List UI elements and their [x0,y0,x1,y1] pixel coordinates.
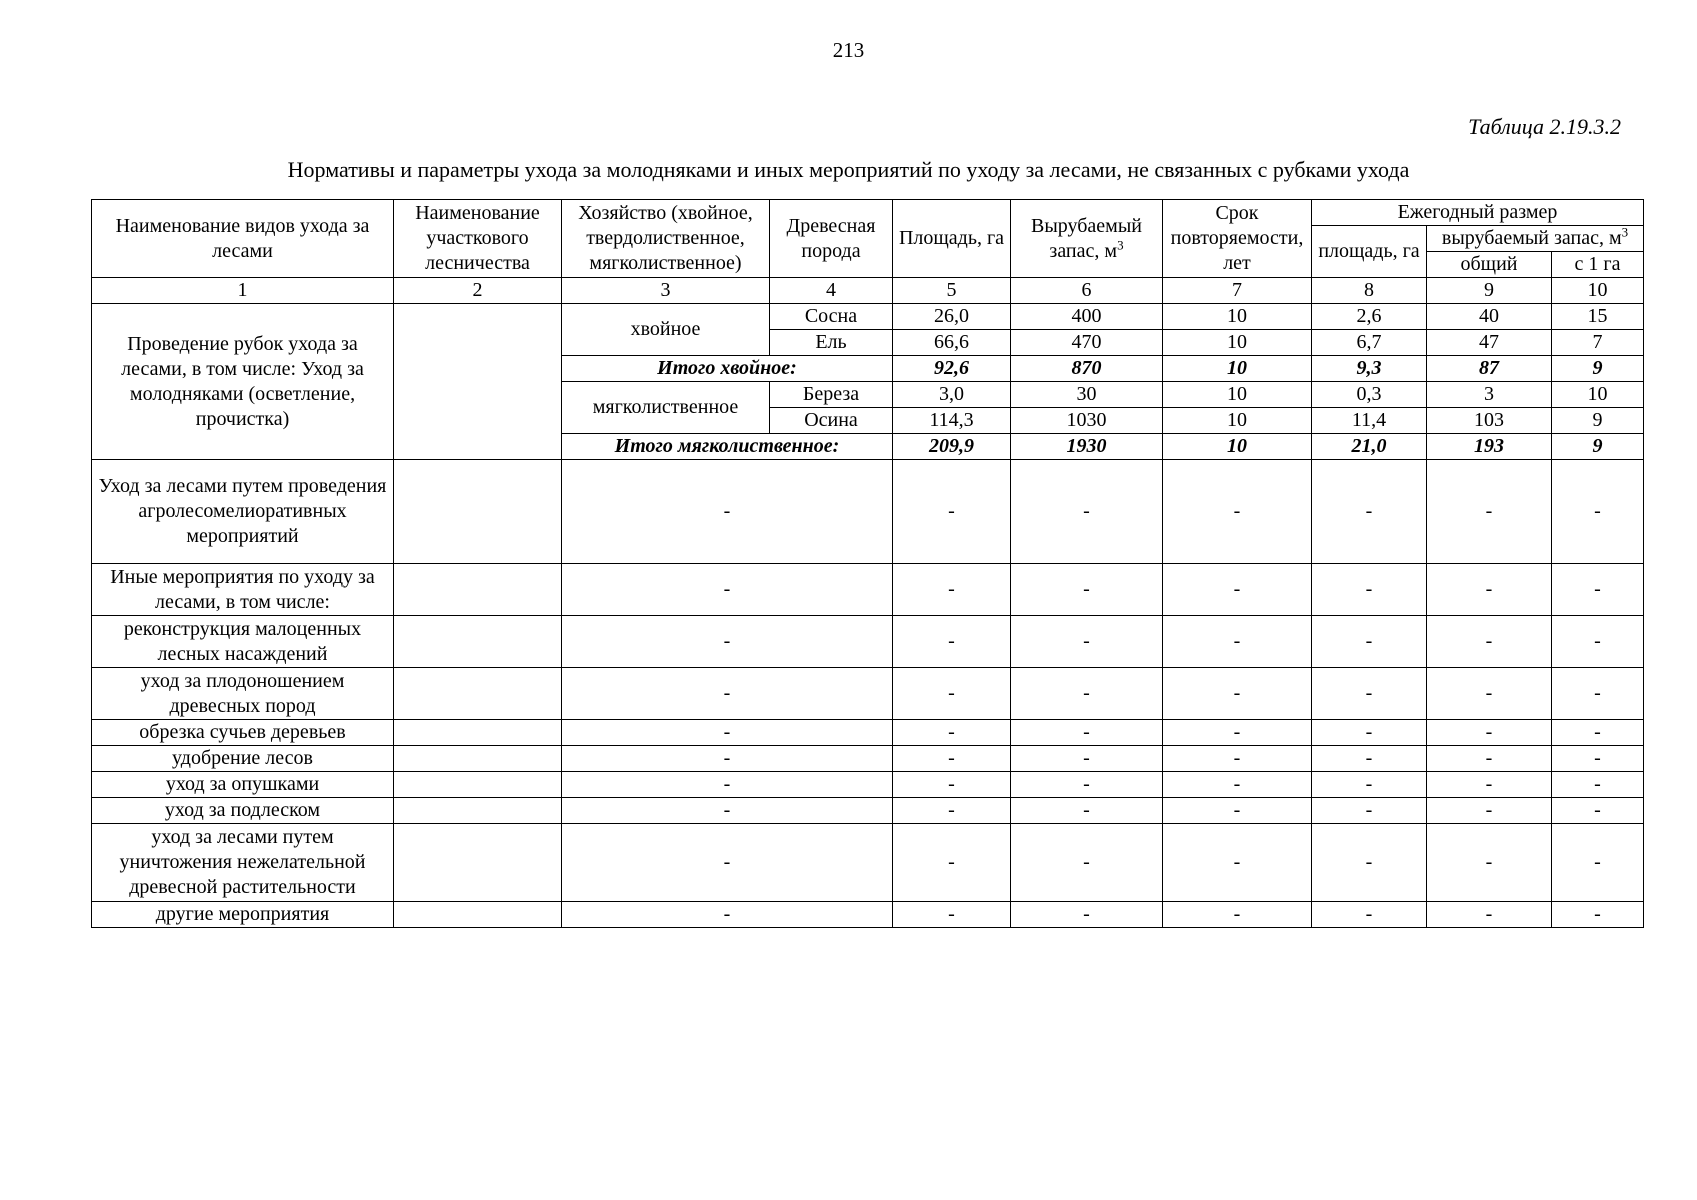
table-cell: 30 [1011,382,1163,408]
dash-cell: - [1552,460,1644,564]
dash-cell: - [1011,564,1163,616]
dash-cell: - [1163,772,1312,798]
table-cell: 209,9 [893,434,1011,460]
dash-cell: - [1427,668,1552,720]
forestry-cell [394,460,562,564]
dash-cell: - [1312,564,1427,616]
dash-cell: - [1163,824,1312,902]
table-cell: 10 [1163,330,1312,356]
forestry-cell [394,668,562,720]
forestry-cell [394,564,562,616]
dash-cell: - [562,720,893,746]
table-cell: 7 [1552,330,1644,356]
table-cell: 66,6 [893,330,1011,356]
dash-cell: - [893,902,1011,928]
table-cell: 1030 [1011,408,1163,434]
activity-name: реконструкция малоценных лесных насаждений [92,616,394,668]
table-row [92,668,1644,720]
header-forestry: Наименование участкового лесничества [394,200,562,278]
dash-cell: - [893,772,1011,798]
table-cell: 103 [1427,408,1552,434]
dash-cell: - [893,824,1011,902]
table-cell: 193 [1427,434,1552,460]
dash-cell: - [893,616,1011,668]
table-cell: 10 [1163,408,1312,434]
total-softwood-label: Итого мягколиственное: [562,434,893,460]
dash-cell: - [1163,668,1312,720]
table-cell: 21,0 [1312,434,1427,460]
table-cell: 2,6 [1312,304,1427,330]
table-cell: 87 [1427,356,1552,382]
dash-cell: - [1011,824,1163,902]
header-area: Площадь, га [893,200,1011,278]
total-conifer-label: Итого хвойное: [562,356,893,382]
table-cell: 15 [1552,304,1644,330]
column-number: 5 [893,278,1011,304]
activity-name: удобрение лесов [92,746,394,772]
dash-cell: - [1427,720,1552,746]
dash-cell: - [1312,798,1427,824]
dash-cell: - [1552,824,1644,902]
dash-cell: - [1312,772,1427,798]
header-annual-area: площадь, га [1312,226,1427,278]
thinning-activity-name: Проведение рубок ухода за лесами, в том числе: Уход за молодняками (осветление, прочистка) [92,304,394,460]
dash-cell: - [1552,564,1644,616]
dash-cell: - [1312,746,1427,772]
economy-softwood: мягколиственное [562,382,770,434]
table-cell: 9 [1552,408,1644,434]
species-cell: Осина [770,408,893,434]
forestry-cell [394,902,562,928]
header-species: Древесная порода [770,200,893,278]
dash-cell: - [1011,746,1163,772]
activity-name: уход за опушками [92,772,394,798]
column-number: 6 [1011,278,1163,304]
table-cell: 10 [1163,434,1312,460]
dash-cell: - [1427,746,1552,772]
table-row [92,798,1644,824]
header-felled-stock: Вырубаемый запас, $м^3$ [1011,200,1163,278]
dash-cell: - [1163,720,1312,746]
dash-cell: - [562,902,893,928]
table-cell: 114,3 [893,408,1011,434]
dash-cell: - [562,824,893,902]
dash-cell: - [1312,668,1427,720]
table-cell: 9,3 [1312,356,1427,382]
page-number: 213 [832,38,865,62]
header-annual-stock-total: общий [1427,252,1552,278]
column-number: 10 [1552,278,1644,304]
table-row [92,824,1644,902]
dash-cell: - [1552,798,1644,824]
dash-cell: - [1011,798,1163,824]
table-cell: 11,4 [1312,408,1427,434]
header-activity-type: Наименование видов ухода за лесами [92,200,394,278]
table-row [92,720,1644,746]
column-number: 4 [770,278,893,304]
header-economy: Хозяйство (хвойное, твердолиственное, мягколиственное) [562,200,770,278]
header-annual-stock-per-ha: с 1 га [1552,252,1644,278]
forestry-cell [394,304,562,460]
dash-cell: - [1011,720,1163,746]
activity-name: уход за плодоношением древесных пород [92,668,394,720]
dash-cell: - [1552,902,1644,928]
forestry-cell [394,824,562,902]
dash-cell: - [1163,460,1312,564]
table-row [92,304,1644,330]
forestry-cell [394,798,562,824]
table-row [92,616,1644,668]
dash-cell: - [562,616,893,668]
dash-cell: - [893,564,1011,616]
dash-cell: - [1011,668,1163,720]
table-cell: 3 [1427,382,1552,408]
header-annual-size: Ежегодный размер [1312,200,1644,226]
dash-cell: - [1163,564,1312,616]
activity-name: уход за подлеском [92,798,394,824]
table-row [92,564,1644,616]
forestry-cell [394,616,562,668]
table-cell: 40 [1427,304,1552,330]
table-cell: 0,3 [1312,382,1427,408]
dash-cell: - [1163,902,1312,928]
dash-cell: - [1427,564,1552,616]
dash-cell: - [1011,902,1163,928]
table-cell: 9 [1552,434,1644,460]
dash-cell: - [1163,616,1312,668]
activity-name: другие мероприятия [92,902,394,928]
dash-cell: - [1427,824,1552,902]
dash-cell: - [562,460,893,564]
dash-cell: - [1312,460,1427,564]
table-cell: 6,7 [1312,330,1427,356]
table-cell: 1930 [1011,434,1163,460]
table-cell: 470 [1011,330,1163,356]
dash-cell: - [1163,746,1312,772]
dash-cell: - [893,798,1011,824]
species-cell: Сосна [770,304,893,330]
dash-cell: - [1552,772,1644,798]
dash-cell: - [562,772,893,798]
dash-cell: - [1427,772,1552,798]
dash-cell: - [1427,460,1552,564]
dash-cell: - [1427,798,1552,824]
activity-name: уход за лесами путем уничтожения нежелательной древесной растительности [92,824,394,902]
dash-cell: - [562,746,893,772]
forestry-cell [394,746,562,772]
dash-cell: - [893,460,1011,564]
table-cell: 3,0 [893,382,1011,408]
header-annual-stock: вырубаемый запас, $м^3$ [1427,226,1644,252]
table-row [92,772,1644,798]
table-row [92,902,1644,928]
dash-cell: - [1552,720,1644,746]
header-repeat-period: Срок повторяемости, лет [1163,200,1312,278]
activity-name: Уход за лесами путем проведения агролесомелиоративных мероприятий [92,460,394,564]
table-cell: 10 [1163,356,1312,382]
dash-cell: - [893,746,1011,772]
dash-cell: - [1552,616,1644,668]
dash-cell: - [1312,720,1427,746]
table-cell: 9 [1552,356,1644,382]
dash-cell: - [1552,746,1644,772]
column-numbers-row [92,278,1644,304]
dash-cell: - [893,720,1011,746]
economy-conifer: хвойное [562,304,770,356]
dash-cell: - [1163,798,1312,824]
table-row [92,746,1644,772]
species-cell: Ель [770,330,893,356]
dash-cell: - [1312,902,1427,928]
column-number: 2 [394,278,562,304]
table-cell: 10 [1552,382,1644,408]
dash-cell: - [1427,616,1552,668]
species-cell: Береза [770,382,893,408]
column-number: 7 [1163,278,1312,304]
table-cell: 10 [1163,304,1312,330]
forestry-cell [394,720,562,746]
dash-cell: - [1011,460,1163,564]
forestry-cell [394,772,562,798]
norms-table [91,199,1644,928]
dash-cell: - [1312,824,1427,902]
dash-cell: - [1011,772,1163,798]
activity-name: Иные мероприятия по уходу за лесами, в том числе: [92,564,394,616]
dash-cell: - [562,798,893,824]
dash-cell: - [1312,616,1427,668]
dash-cell: - [1427,902,1552,928]
table-cell: 10 [1163,382,1312,408]
activity-name: обрезка сучьев деревьев [92,720,394,746]
column-number: 3 [562,278,770,304]
table-title: Нормативы и параметры ухода за молодняками и иных мероприятий по уходу за лесами, не связанных с рубками ухода [287,157,1410,182]
dash-cell: - [1552,668,1644,720]
dash-cell: - [562,668,893,720]
table-cell: 92,6 [893,356,1011,382]
table-cell: 47 [1427,330,1552,356]
table-label: Таблица 2.19.3.2 [1468,114,1621,139]
table-cell: 26,0 [893,304,1011,330]
table-row [92,460,1644,564]
table-cell: 400 [1011,304,1163,330]
dash-cell: - [1011,616,1163,668]
dash-cell: - [893,668,1011,720]
column-number: 8 [1312,278,1427,304]
dash-cell: - [562,564,893,616]
table-cell: 870 [1011,356,1163,382]
column-number: 9 [1427,278,1552,304]
column-number: 1 [92,278,394,304]
